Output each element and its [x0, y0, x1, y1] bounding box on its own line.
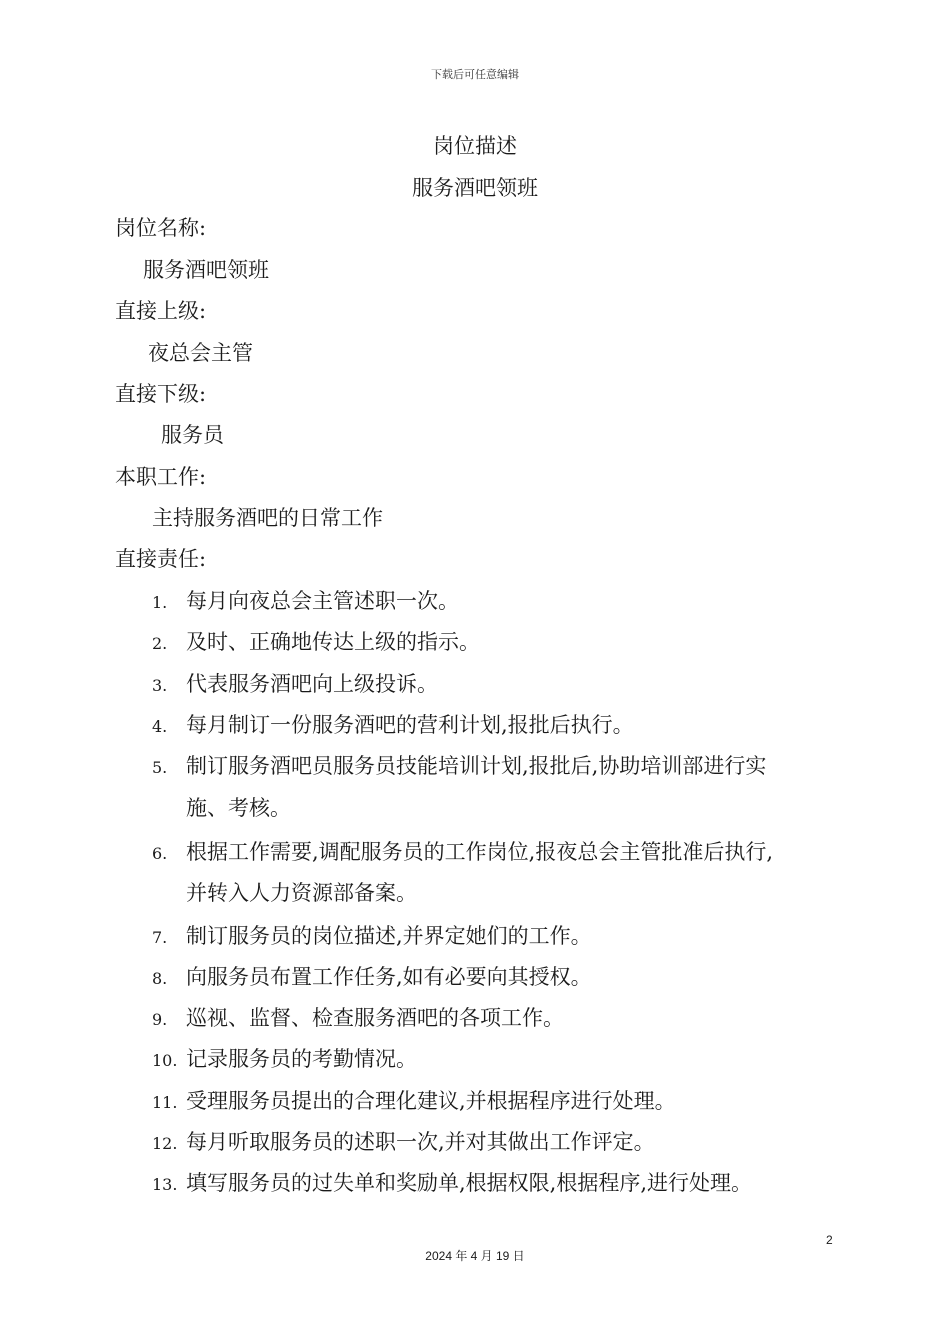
list-item-number: 4. [152, 717, 168, 736]
page-number: 2 [826, 1233, 833, 1247]
list-item-continuation: 并转入人力资源部备案。 [186, 881, 417, 905]
responsibility-label: 直接责任: [115, 547, 207, 571]
list-item [152, 1043, 417, 1073]
list-item-number: 6. [152, 844, 168, 863]
document-title: 岗位描述 [433, 134, 517, 158]
list-item-text: 根据工作需要,调配服务员的工作岗位,报夜总会主管批准后执行, [186, 840, 774, 864]
list-item-text: 向服务员布置工作任务,如有必要向其授权。 [186, 965, 592, 989]
subordinate-value: 服务员 [161, 423, 224, 447]
list-item-number: 2. [152, 634, 168, 653]
document-subtitle: 服务酒吧领班 [412, 176, 538, 200]
list-item-text: 及时、正确地传达上级的指示。 [186, 630, 480, 654]
list-item-number: 9. [152, 1010, 168, 1029]
position-value: 服务酒吧领班 [143, 258, 269, 282]
list-item-text: 记录服务员的考勤情况。 [186, 1047, 417, 1071]
list-item [152, 750, 766, 780]
position-label: 岗位名称: [115, 216, 207, 240]
list-item-text: 巡视、监督、检查服务酒吧的各项工作。 [186, 1006, 564, 1030]
list-item [152, 626, 480, 656]
list-item-number: 5. [152, 758, 168, 777]
list-item [152, 836, 773, 866]
list-item-text: 受理服务员提出的合理化建议,并根据程序进行处理。 [186, 1089, 676, 1113]
list-item-text: 代表服务酒吧向上级投诉。 [186, 672, 438, 696]
list-item-text: 填写服务员的过失单和奖励单,根据权限,根据程序,进行处理。 [186, 1171, 753, 1195]
list-item-number: 3. [152, 676, 168, 695]
footer-date: 2024 年 4 月 19 日 [425, 1249, 525, 1263]
list-item-number: 12. [152, 1134, 178, 1153]
list-item [152, 1085, 676, 1115]
list-item-number: 10. [152, 1051, 178, 1070]
list-item [152, 1167, 752, 1197]
list-item-number: 13. [152, 1175, 178, 1194]
list-item-text: 每月听取服务员的述职一次,并对其做出工作评定。 [186, 1130, 655, 1154]
list-item-continuation: 施、考核。 [186, 796, 291, 820]
list-item-text: 每月向夜总会主管述职一次。 [186, 589, 459, 613]
list-item [152, 1002, 564, 1032]
list-item-number: 11. [152, 1093, 178, 1112]
list-item-text: 每月制订一份服务酒吧的营利计划,报批后执行。 [186, 713, 634, 737]
list-item-number: 1. [152, 593, 168, 612]
list-item-number: 8. [152, 969, 168, 988]
list-item [152, 668, 438, 698]
subordinate-label: 直接下级: [115, 382, 207, 406]
superior-value: 夜总会主管 [148, 341, 253, 365]
list-item-text: 制订服务员的岗位描述,并界定她们的工作。 [186, 924, 592, 948]
list-item [152, 920, 592, 950]
list-item [152, 961, 592, 991]
duty-label: 本职工作: [115, 465, 207, 489]
list-item-text: 制订服务酒吧员服务员技能培训计划,报批后,协助培训部进行实 [186, 754, 767, 778]
list-item-number: 7. [152, 928, 168, 947]
header-note: 下载后可任意编辑 [431, 68, 519, 81]
list-item [152, 585, 459, 615]
duty-value: 主持服务酒吧的日常工作 [152, 506, 383, 530]
list-item [152, 1126, 655, 1156]
superior-label: 直接上级: [115, 299, 207, 323]
list-item [152, 709, 634, 739]
